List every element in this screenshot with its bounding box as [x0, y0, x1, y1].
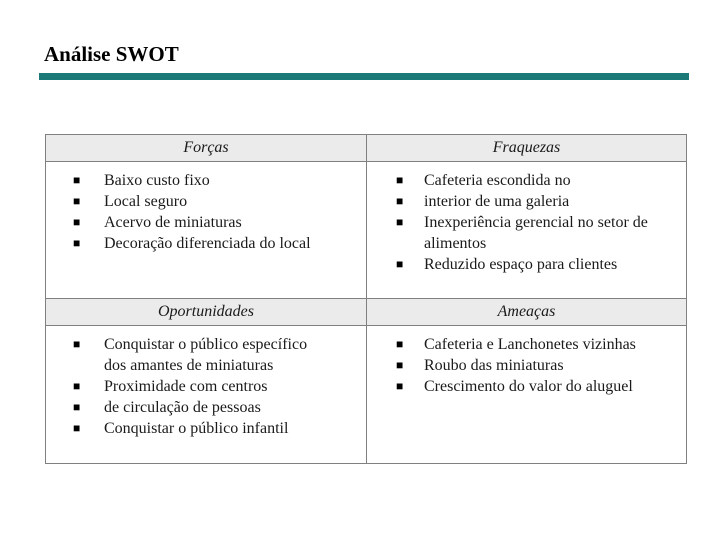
list-item-text: Crescimento do valor do aluguel [424, 378, 633, 395]
fraquezas-list [367, 162, 686, 275]
square-bullet-icon: ■ [73, 337, 81, 351]
list-item-text: Proximidade com centros [104, 378, 268, 395]
square-bullet-icon: ■ [73, 379, 81, 393]
list-item-text: Conquistar o público específico [104, 336, 308, 353]
square-bullet-icon: ■ [73, 236, 81, 250]
list-item-text: de circulação de pessoas [104, 399, 261, 416]
square-bullet-icon: ■ [73, 194, 81, 208]
list-item [46, 334, 366, 355]
square-bullet-icon: ■ [396, 173, 404, 187]
forcas-list [46, 162, 366, 254]
square-bullet-icon: ■ [396, 379, 404, 393]
forcas-cell [46, 162, 367, 299]
list-item-text: alimentos [424, 235, 487, 252]
square-bullet-icon: ■ [396, 215, 404, 229]
ameacas-list [367, 326, 686, 397]
list-item-text: interior de uma galeria [424, 193, 570, 210]
header-fraquezas: Fraquezas [367, 135, 687, 162]
square-bullet-icon: ■ [73, 400, 81, 414]
list-item-text: Local seguro [104, 193, 188, 210]
header-ameacas: Ameaças [367, 299, 687, 326]
list-item [367, 191, 686, 212]
list-item-text: Roubo das miniaturas [424, 357, 564, 374]
list-item-text: Cafeteria escondida no [424, 172, 571, 189]
list-item [46, 355, 366, 376]
square-bullet-icon: ■ [396, 337, 404, 351]
table-body-row [46, 162, 687, 299]
list-item-text: Conquistar o público infantil [104, 420, 289, 437]
square-bullet-icon: ■ [396, 358, 404, 372]
square-bullet-icon: ■ [396, 257, 404, 271]
square-bullet-icon: ■ [73, 215, 81, 229]
list-item [367, 170, 686, 191]
list-item-text: Inexperiência gerencial no setor de [424, 214, 648, 231]
swot-table [45, 134, 687, 464]
table-body-row [46, 326, 687, 464]
header-forcas: Forças [46, 135, 367, 162]
list-item [46, 170, 366, 191]
list-item [46, 376, 366, 397]
list-item [367, 376, 686, 397]
list-item [367, 254, 686, 275]
list-item-text: Cafeteria e Lanchonetes vizinhas [424, 336, 636, 353]
square-bullet-icon: ■ [73, 173, 81, 187]
slide-title: Análise SWOT [44, 42, 179, 66]
square-bullet-icon: ■ [396, 194, 404, 208]
list-item [46, 233, 366, 254]
title-rule [39, 73, 689, 80]
list-item [46, 397, 366, 418]
list-item-text: Reduzido espaço para clientes [424, 256, 618, 273]
oportunidades-cell [46, 326, 367, 464]
header-oportunidades: Oportunidades [46, 299, 367, 326]
list-item-text: dos amantes de miniaturas [104, 357, 274, 374]
list-item [367, 233, 686, 254]
list-item [367, 212, 686, 233]
table-header-row [46, 135, 687, 162]
square-bullet-icon: ■ [73, 421, 81, 435]
list-item [46, 212, 366, 233]
list-item [46, 191, 366, 212]
table-header-row [46, 299, 687, 326]
list-item [46, 418, 366, 439]
list-item [367, 334, 686, 355]
fraquezas-cell [367, 162, 687, 299]
list-item-text: Acervo de miniaturas [104, 214, 242, 231]
oportunidades-list [46, 326, 366, 439]
ameacas-cell [367, 326, 687, 464]
list-item-text: Decoração diferenciada do local [104, 235, 311, 252]
list-item [367, 355, 686, 376]
list-item-text: Baixo custo fixo [104, 172, 210, 189]
